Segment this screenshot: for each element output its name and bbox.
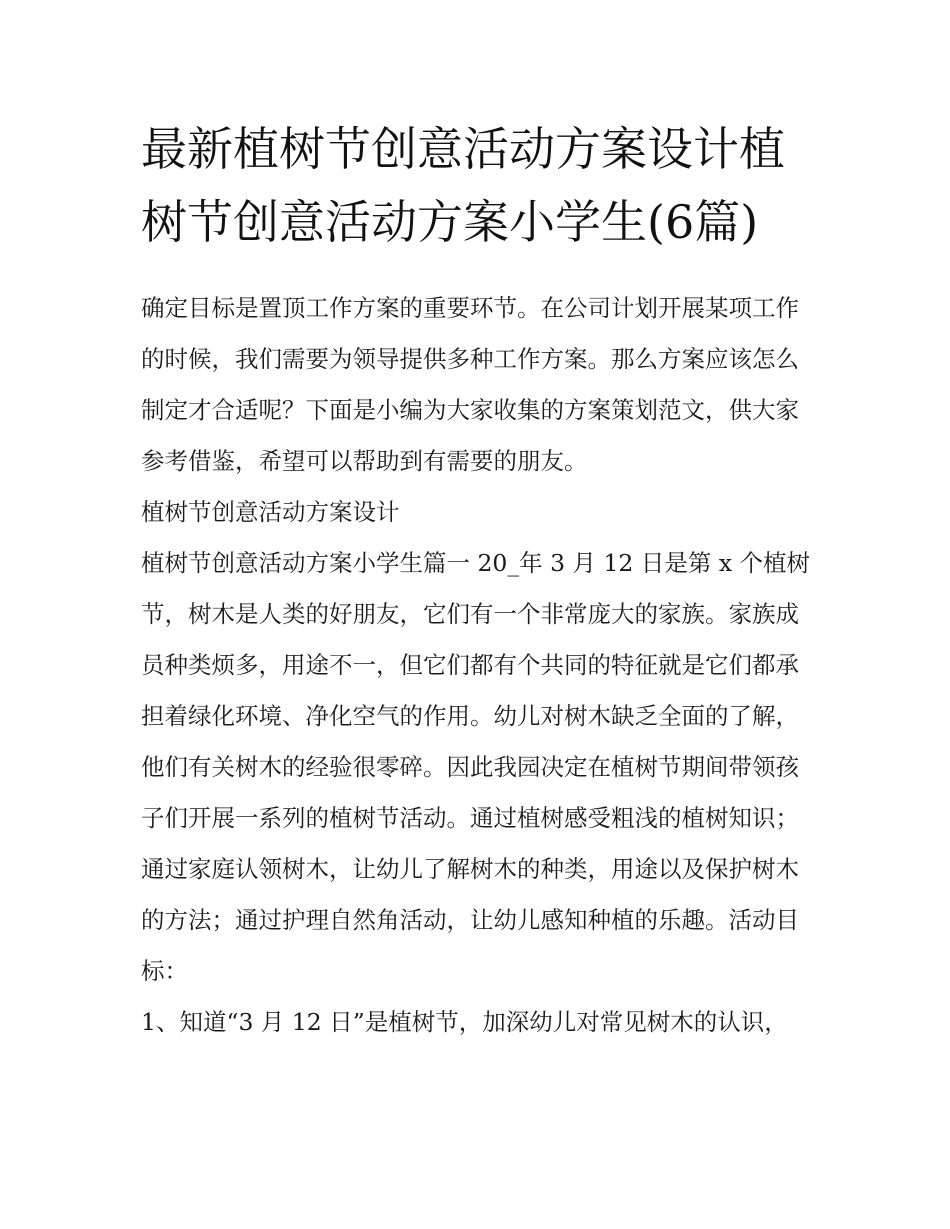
- list-item: 1、知道“3 月 12 日”是植树节，加深幼儿对常见树木的认识，: [141, 1008, 788, 1036]
- document-body: [141, 113, 813, 1048]
- intro-paragraph: 确定目标是置顶工作方案的重要环节。在公司计划开展某项工作的时候，我们需要为领导提供多种工作方案。那么方案应该怎么制定才合适呢？下面是小编为大家收集的方案策划范文，供大家参考借鉴，希望可以帮助到有需要的朋友。: [141, 294, 799, 475]
- document-title: 最新植树节创意活动方案设计植树节创意活动方案小学生(6篇): [141, 122, 785, 249]
- section-heading: 植树节创意活动方案设计: [141, 498, 400, 526]
- body-paragraph: 植树节创意活动方案小学生篇一 20_年 3 月 12 日是第 x 个植树节，树木是人类的好朋友，它们有一个非常庞大的家族。家族成员种类烦多，用途不一，但它们都有个共同的特征就是它们都承担着绿化环境、净化空气的作用。幼儿对树木缺乏全面的了解，他们有关树木的经验很零碎。因此我园决定在植树节期间带领孩子们开展一系列的植树节活动。通过植树感受粗浅的植树知识；通过家庭认领树木，让幼儿了解树木的种类，用途以及保护树木的方法；通过护理自然角活动，让幼儿感知种植的乐趣。活动目标：: [141, 549, 811, 985]
